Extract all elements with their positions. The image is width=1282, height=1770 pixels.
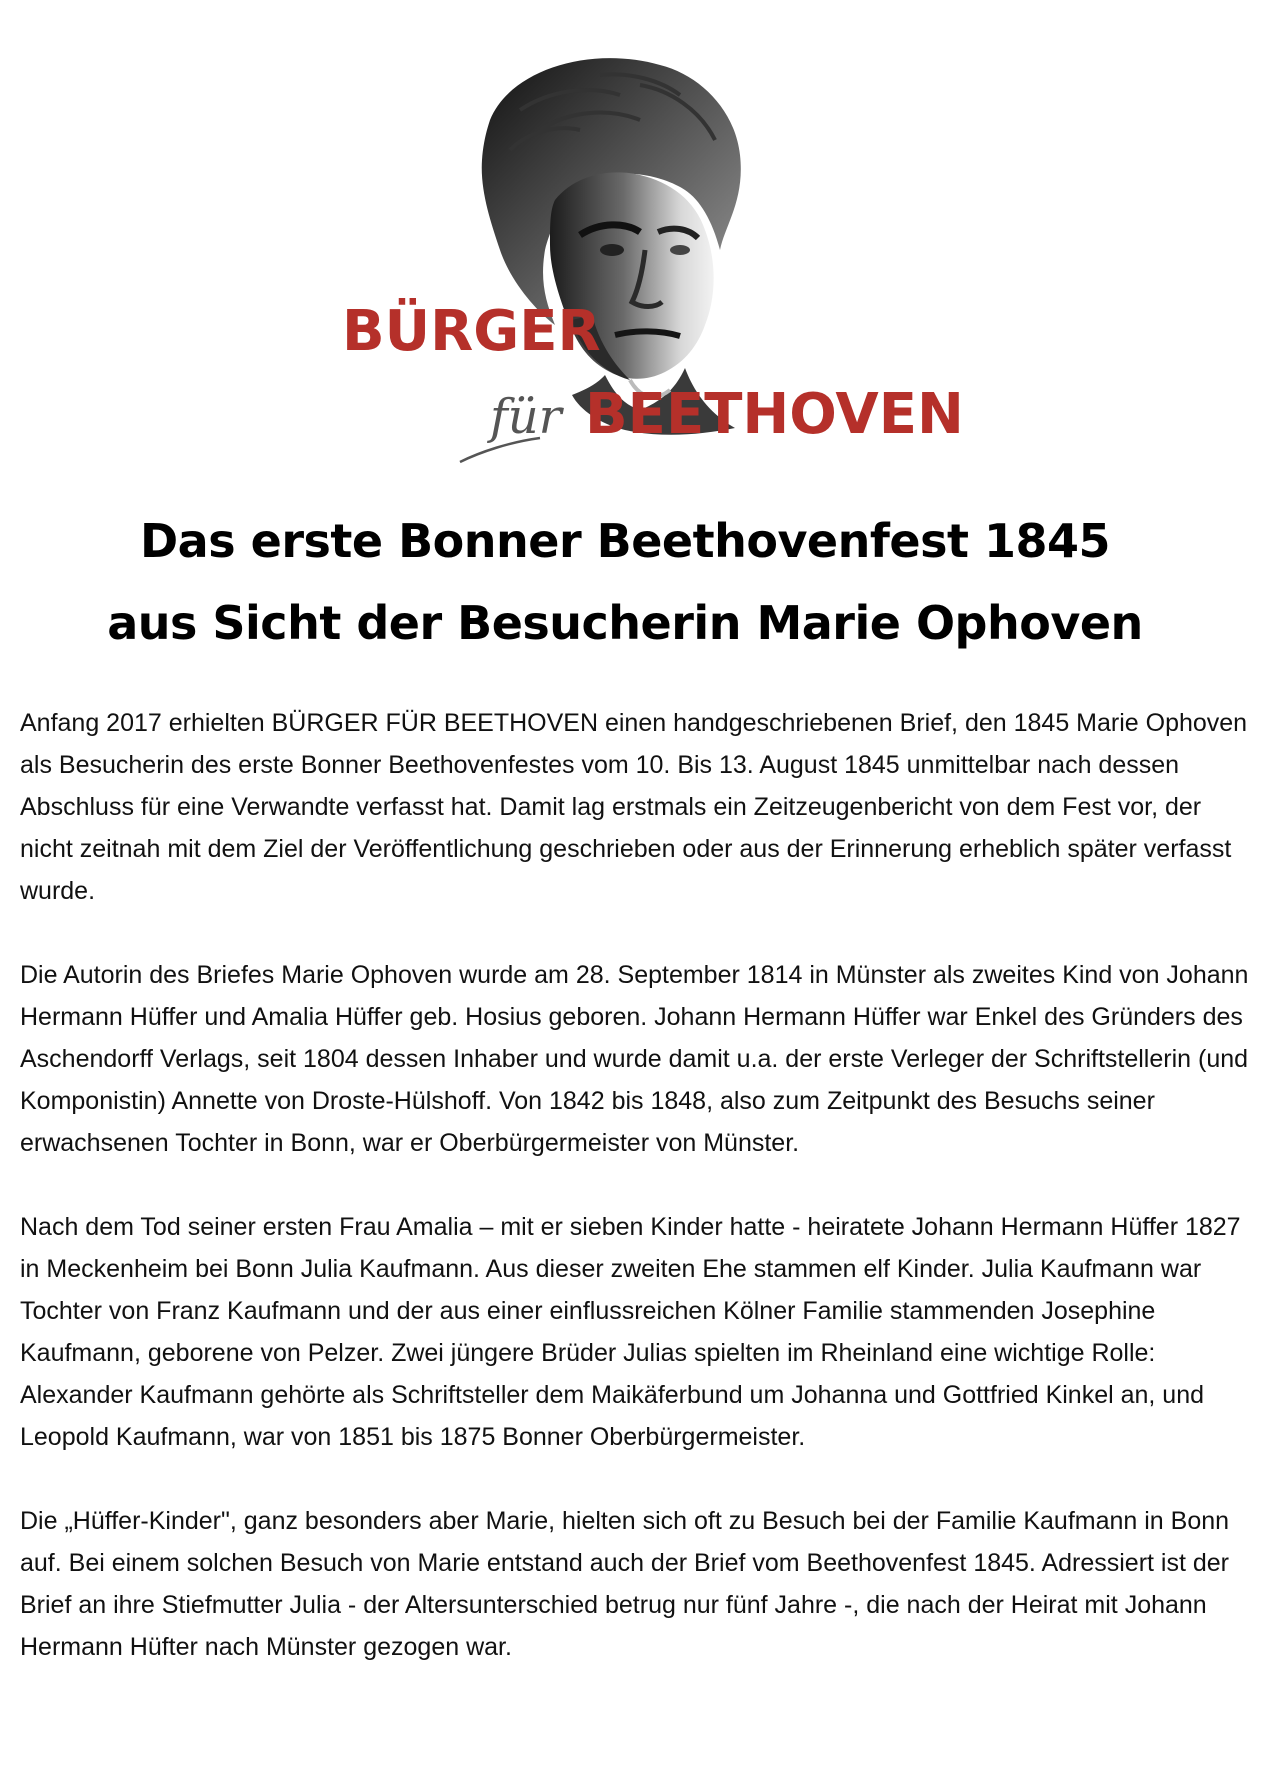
paragraph: Anfang 2017 erhielten BÜRGER FÜR BEETHOVEN einen handgeschriebenen Brief, den 1845 Marie Ophoven als Besucherin des erste Bonner Beethovenfestes vom 10. Bis 13. August 1845 unmittelbar nach dessen Abschluss für eine Verwandte verfasst hat. Damit lag erstmals ein Zeitzeugenbericht von dem Fest vor, der nicht zeitnah mit dem Ziel der Veröffentlichung geschrieben oder aus der Erinnerung erheblich später verfasst wurde. [20, 709, 1248, 905]
logo-word-fuer: für [490, 389, 562, 445]
paragraph: Die „Hüffer-Kinder", ganz besonders aber Marie, hielten sich oft zu Besuch bei der Familie Kaufmann in Bonn auf. Bei einem solchen Besuch von Marie entstand auch der Brief vom Beethovenfest 1845. Adressiert ist der Brief an ihre Stiefmutter Julia - der Altersunterschied betrug nur fünf Jahre -, die nach der Heirat mit Johann Hermann Hüfter nach Münster gezogen war. [20, 1507, 1230, 1661]
logo [340, 50, 964, 490]
page-title [0, 500, 1250, 664]
logo-word-buerger: BÜRGER [342, 299, 601, 364]
logo-word-beethoven: BEETHOVEN [585, 382, 964, 447]
paragraph: Nach dem Tod seiner ersten Frau Amalia – mit er sieben Kinder hatte - heiratete Johann Hermann Hüffer 1827 in Meckenheim bei Bonn Julia Kaufmann. Aus dieser zweiten Ehe stammen elf Kinder. Julia Kaufmann war Tochter von Franz Kaufmann und der aus einer einflussreichen Kölner Familie stammenden Josephine Kaufmann, geborene von Pelzer. Zwei jüngere Brüder Julias spielten im Rheinland eine wichtige Rolle: Alexander Kaufmann gehörte als Schriftsteller dem Maikäferbund um Johanna und Gottfried Kinkel an, und Leopold Kaufmann, war von 1851 bis 1875 Bonner Oberbürgermeister. [20, 1213, 1241, 1451]
title-line-1: Das erste Bonner Beethovenfest 1845 [140, 514, 1110, 568]
paragraph: Die Autorin des Briefes Marie Ophoven wurde am 28. September 1814 in Münster als zweites Kind von Johann Hermann Hüffer und Amalia Hüffer geb. Hosius geboren. Johann Hermann Hüffer war Enkel des Gründers des Aschendorff Verlags, seit 1804 dessen Inhaber und wurde damit u.a. der erste Verleger der Schriftstellerin (und Komponistin) Annette von Droste-Hülshoff. Von 1842 bis 1848, also zum Zeitpunkt des Besuchs seiner erwachsenen Tochter in Bonn, war er Oberbürgermeister von Münster. [20, 961, 1249, 1157]
beethoven-portrait-icon [482, 58, 741, 435]
title-line-2: aus Sicht der Besucherin Marie Ophoven [107, 596, 1143, 650]
article-body [20, 702, 1250, 1710]
